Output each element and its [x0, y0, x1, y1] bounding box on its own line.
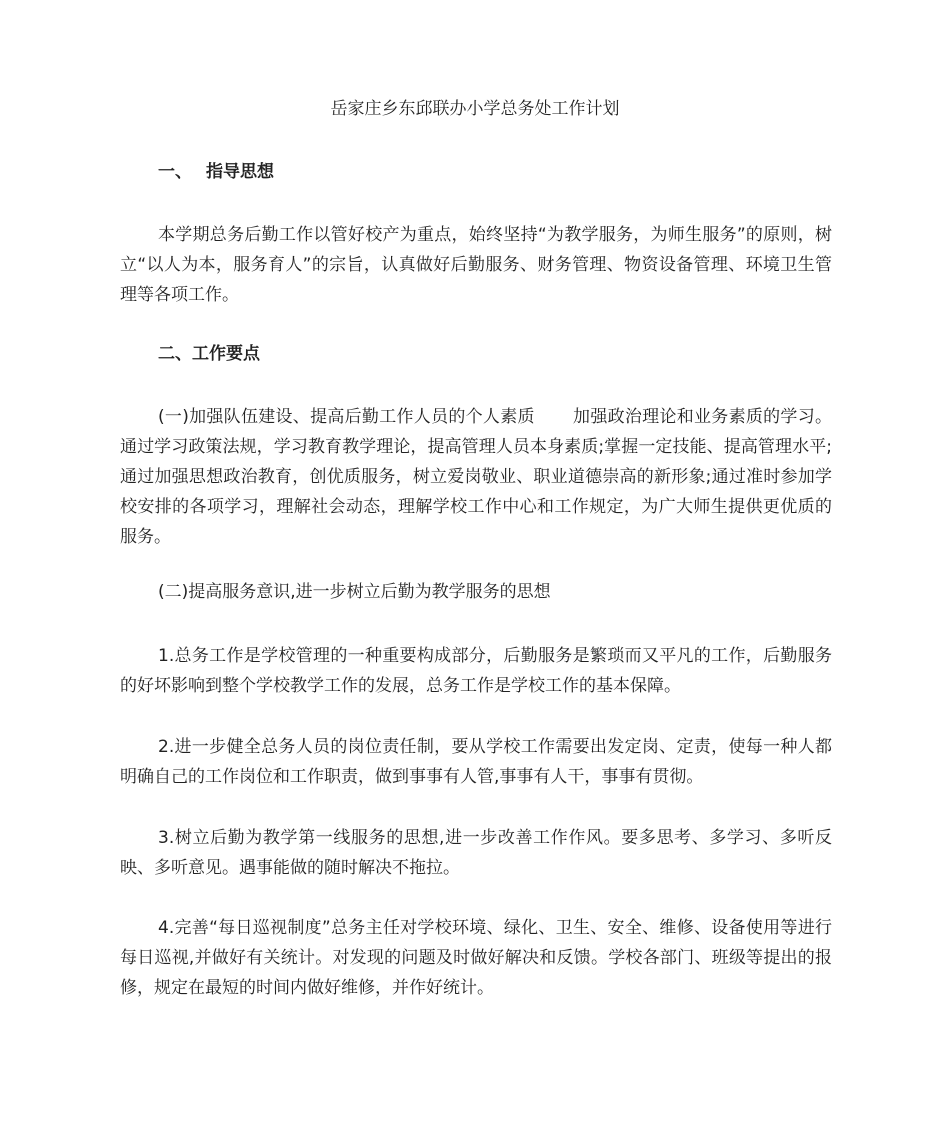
page-title: 岳家庄乡东邱联办小学总务处工作计划	[330, 99, 620, 119]
part1-title: (一)加强队伍建设、提高后勤工作人员的个人素质	[158, 407, 535, 427]
list-item: 4.完善“每日巡视制度”总务主任对学校环境、绿化、卫生、安全、维修、设备使用等进行每日巡视,并做好有关统计。对发现的问题及时做好解决和反馈。学校各部门、班级等提出的报修，规定在最短的时间内做好维修，并作好统计。	[120, 918, 832, 998]
section-number: 一、	[158, 162, 192, 182]
section-heading-work-points: 二、工作要点	[158, 344, 260, 364]
part1-paragraph	[120, 402, 832, 552]
list-item: 3.树立后勤为教学第一线服务的思想,进一步改善工作作风。要多思考、多学习、多听反映、多听意见。遇事能做的随时解决不拖拉。	[120, 828, 832, 878]
part2-title: (二)提高服务意识,进一步树立后勤为教学服务的思想	[158, 582, 551, 602]
list-item: 2.进一步健全总务人员的岗位责任制，要从学校工作需要出发定岗、定责，使每一种人都明确自己的工作岗位和工作职责，做到事事有人管,事事有人干，事事有贯彻。	[120, 737, 832, 787]
section-heading-text: 指导思想	[206, 162, 274, 182]
list-item: 1.总务工作是学校管理的一种重要构成部分，后勤服务是繁琐而又平凡的工作，后勤服务的好坏影响到整个学校教学工作的发展，总务工作是学校工作的基本保障。	[120, 646, 832, 696]
part1-body: 加强政治理论和业务素质的学习。通过学习政策法规，学习教育教学理论，提高管理人员本身素质;掌握一定技能、提高管理水平;通过加强思想政治教育，创优质服务，树立爱岗敬业、职业道德崇高的新形象;通过准时参加学校安排的各项学习，理解社会动态，理解学校工作中心和工作规定，为广大师生提供更优质的服务。	[120, 407, 833, 547]
guiding-thought-paragraph: 本学期总务后勤工作以管好校产为重点，始终坚持“为教学服务，为师生服务”的原则，树立“以人为本，服务育人”的宗旨，认真做好后勤服务、财务管理、物资设备管理、环境卫生管理等各项工作。	[120, 225, 832, 305]
section-heading-guiding-thought	[158, 159, 274, 185]
